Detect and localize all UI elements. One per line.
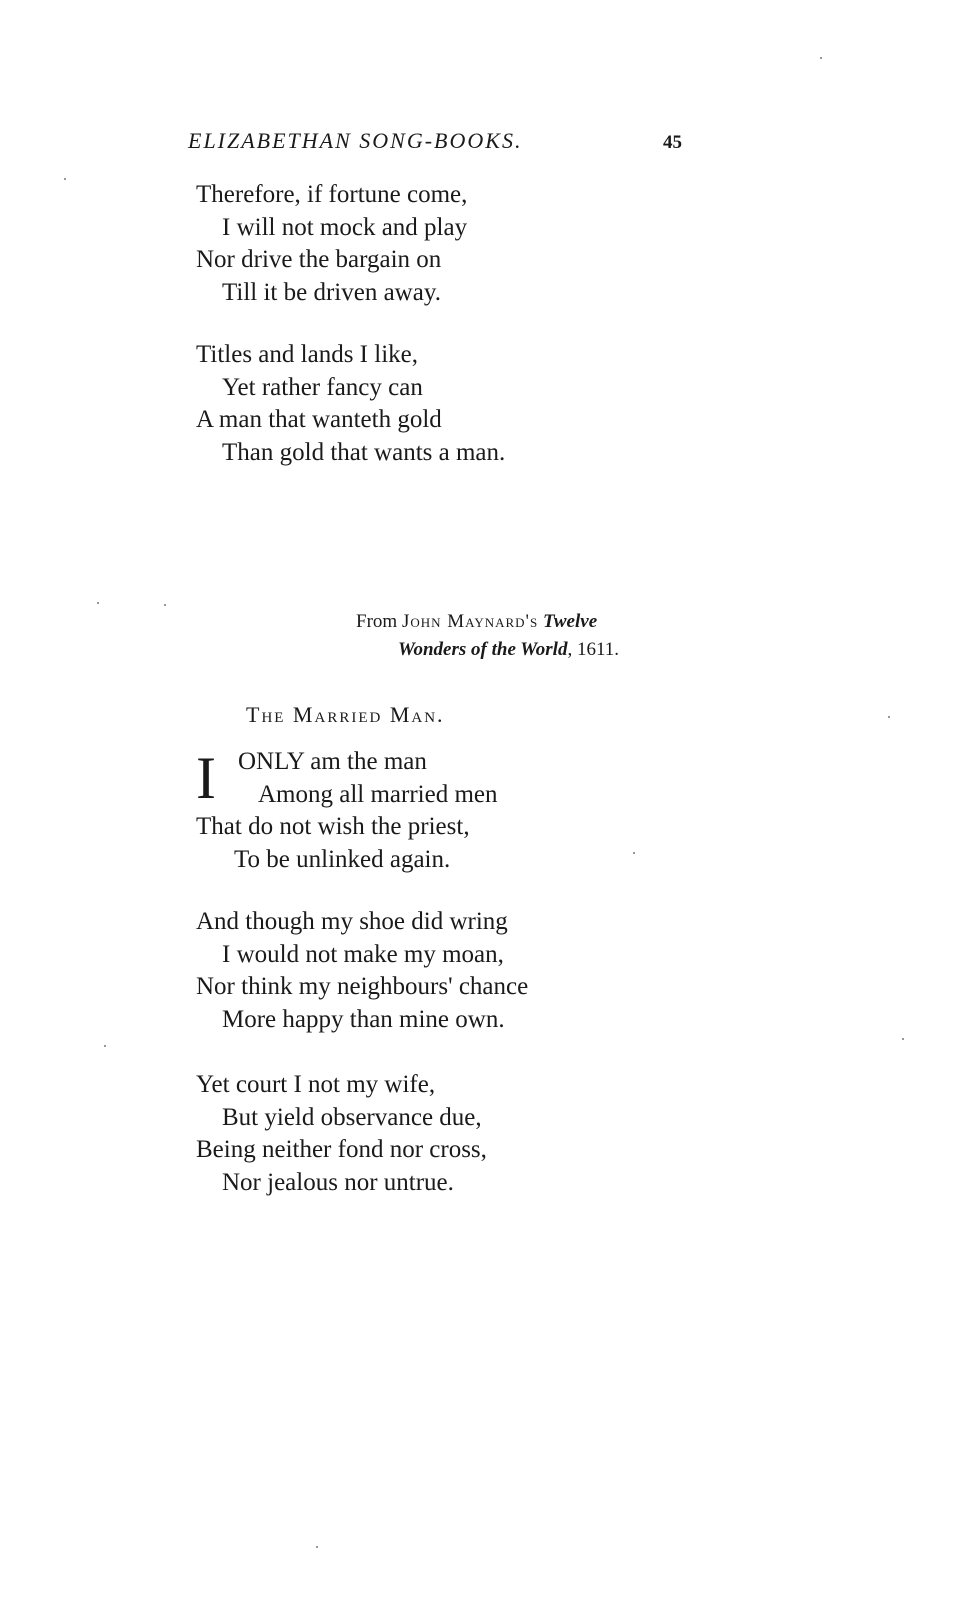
poem1-stanza-2 [196, 339, 505, 469]
scan-speck [633, 852, 635, 854]
running-title: ELIZABETHAN SONG-BOOKS. [188, 128, 523, 153]
attribution-year: 1611. [576, 639, 619, 660]
attribution-line-1 [356, 608, 619, 636]
scan-speck [97, 602, 99, 604]
scan-speck [888, 716, 890, 718]
scan-speck [316, 1546, 318, 1548]
verse-line: That do not wish the priest, [196, 813, 470, 840]
scan-speck [902, 1038, 904, 1040]
verse-line: Yet court I not my wife, [196, 1071, 436, 1098]
source-attribution [356, 608, 619, 664]
verse-line: And though my shoe did wring [196, 908, 508, 935]
verse-line: I will not mock and play [222, 213, 468, 241]
verse-line: Yet rather fancy can [222, 373, 423, 401]
verse-line: Nor jealous nor untrue. [222, 1168, 454, 1196]
verse-line: ONLY am the man [238, 748, 427, 775]
poem2-stanza-1 [196, 746, 498, 876]
verse-line: I would not make my moan, [222, 940, 504, 968]
drop-cap: I [196, 745, 216, 811]
poem2-stanza-3 [196, 1069, 487, 1199]
verse-line: Than gold that wants a man. [222, 438, 506, 466]
verse-line: More happy than mine own. [222, 1005, 505, 1033]
verse-line: Among all married men [258, 780, 498, 808]
verse-line: Nor drive the bargain on [196, 246, 442, 273]
attribution-title-part2: Wonders of the World [398, 639, 568, 660]
verse-line: A man that wanteth gold [196, 406, 442, 433]
attribution-line-2: Wonders of the World, 1611. [398, 639, 619, 660]
verse-line: Till it be driven away. [222, 278, 441, 306]
page-number: 45 [663, 132, 682, 153]
attribution-title-part1: Twelve [542, 611, 598, 632]
verse-line: Titles and lands I like, [196, 341, 418, 368]
scan-speck [820, 57, 822, 59]
verse-line: Therefore, if fortune come, [196, 181, 468, 208]
poem2-stanza-2 [196, 906, 528, 1036]
scan-speck [104, 1045, 106, 1047]
scan-speck [64, 178, 66, 180]
verse-line: But yield observance due, [222, 1103, 482, 1131]
attribution-from: From [356, 611, 398, 632]
poem-title: The Married Man. [246, 702, 445, 727]
verse-line: Nor think my neighbours' chance [196, 973, 529, 1000]
verse-line: Being neither fond nor cross, [196, 1136, 487, 1163]
poem1-stanza-1 [196, 179, 467, 309]
scan-speck [164, 604, 166, 606]
attribution-author: John Maynard's [401, 611, 539, 632]
verse-line: To be unlinked again. [234, 845, 451, 873]
